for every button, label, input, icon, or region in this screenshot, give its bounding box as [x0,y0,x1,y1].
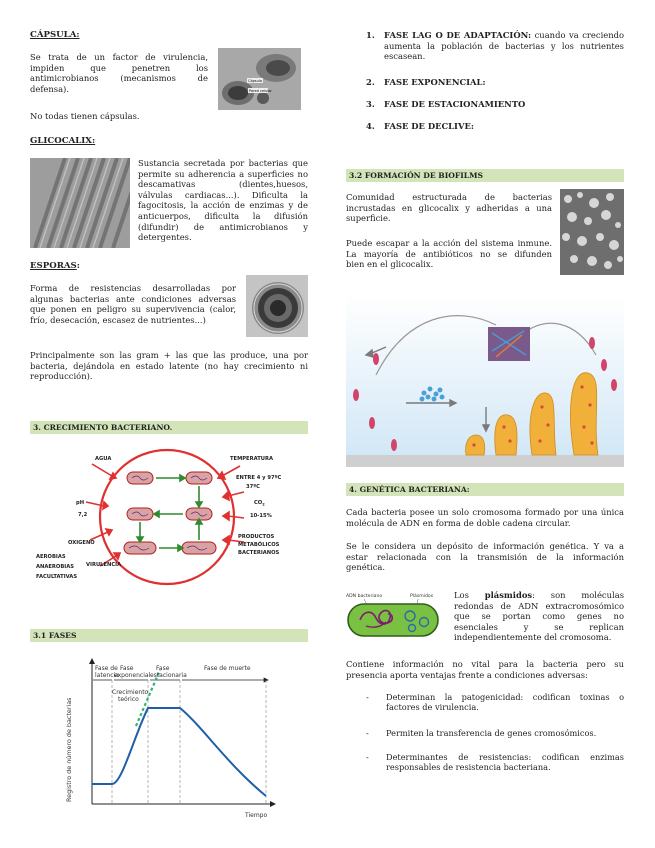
glycocalyx-micrograph [30,158,130,248]
glicocalix-heading: GLICOCALIX: [30,136,96,146]
aerobias-label: AEROBIAS [36,554,66,560]
phase-latency-label-2: latencia [95,672,119,679]
biofilms-bar: 3.2 FORMACIÓN DE BIOFILMS [346,169,624,182]
bacterial-dna-label: ADN bacteriano [346,594,383,599]
crecimiento-bar: 3. CRECIMIENTO BACTERIANO. [30,421,308,434]
phase-list-item-1: 1. FASE LAG O DE ADAPTACIÓN: cuando va creciendo aumenta la población de bacterias y los nutrientes escasean. [366,30,625,62]
ph-label: pH [76,500,85,506]
genetica-bar: 4. GENÉTICA BACTERIANA: [346,483,624,496]
growth-curve-chart [52,656,288,822]
theoretical-growth-label-1: Crecimiento [112,689,149,696]
genetica-para-1: Cada bacteria posee un solo cromosoma formado por una única molécula de ADN en forma de doble cadena circular. [346,507,624,528]
productos-label-2: METABÓLICOS [238,542,280,548]
capsula-text: Se trata de un factor de virulencia, impiden que penetren los antimicrobianos (mecanismos de defensa). [30,52,208,94]
facultativas-label: FACULTATIVAS [36,574,78,580]
esporas-text: Forma de resistencias desarrolladas por algunas bacterias ante condiciones adversas que ponen en peligro su supervivencia (calor, frío, desecación, escasez de nutrientes...) [30,283,236,325]
co2-label: $CO_2$ [254,500,265,507]
theoretical-growth-label-2: teórico [118,696,139,703]
phase-stationary-label-2: estacionaria [150,672,187,679]
phase-latency-label-1: Fase de [95,665,118,672]
x-axis-label: Tiempo [245,812,268,819]
biofilm-formation-illustration [346,295,624,467]
phase-stationary-label-1: Fase [156,665,170,672]
esporas-text-2: Principalmente son las gram + las que las produce, una por bacteria, dejándola en estado latente (no hay crecimiento ni reproducción). [30,350,308,382]
oxigeno-label: OXIGENO [68,540,95,546]
biofilms-text-2: Puede escapar a la acción del sistema inmune. La mayoría de antibióticos no se difunden bien en el glicocalix. [346,238,552,270]
ph-value: 7,2 [78,512,88,518]
genetica-para-2: Se le considera un depósito de información genética. Y va a estar relacionada con la transmisión de la información genética. [346,541,624,573]
productos-label-1: PRODUCTOS [238,534,275,540]
bullet-resistencias: - Determinantes de resistencias: codifican enzimas responsables de resistencia bacteriana. [366,752,624,773]
capsula-heading: CÁPSULA: [30,30,80,40]
anaerobias-label: ANAEROBIAS [36,564,74,570]
phase-exponential-label-2: exponencial [114,672,151,679]
phase-exponential-label-1: Fase [120,665,134,672]
esporas-heading: ESPORAS: [30,261,80,271]
capsula-note: No todas tienen cápsulas. [30,111,140,121]
y-axis-label: Registro de número de bacterias [65,697,73,802]
productos-label-3: BACTERIANOS [238,550,280,556]
co2-value: 10-15% [250,513,272,519]
genetica-para-4: Contiene información no vital para la bacteria pero su presencia aporta ventajas frente a condiciones adversas: [346,659,624,680]
temperatura-optimal: 37ºC [246,484,260,490]
temperatura-label: TEMPERATURA [230,456,273,462]
virulencia-label: VIRULENCIA [86,562,122,568]
spore-micrograph [246,275,308,337]
fases-bar: 3.1 FASES [30,629,308,642]
biofilms-text: Comunidad estructurada de bacterias incrustadas en glicocalix y adheridas a una superficie. [346,192,552,224]
plasmidos-text: Los plásmidos: son moléculas redondas de ADN extracromosómico que se portan como genes no esenciales y se replican independientemente del cromosoma. [454,590,624,643]
biofilm-micrograph [560,189,624,275]
phase-death-label: Fase de muerte [204,665,251,672]
cell-wall-label: Pared celular [249,89,272,93]
plasmids-label: Plásmidos [410,594,434,599]
capsule-micrograph [218,48,301,110]
agua-label: AGUA [95,456,112,462]
glicocalix-text: Sustancia secretada por bacterias que permite su adherencia a superficies no descamativas (dientes,huesos, válvulas cardiacas...). Dificulta la fagocitosis, la acción de enzimas y de anticuerpos, dificulta la difusión (difundir) de antimicrobianos y detergentes. [138,158,308,243]
plasmid-diagram [346,590,442,640]
temperatura-range: ENTRE 4 y 97ºC [236,475,282,481]
capsule-label: Cápsula [248,79,262,83]
bullet-patogenicidad: - Determinan la patogenicidad: codifican toxinas o factores de virulencia. [366,692,624,713]
growth-factors-diagram [30,444,308,592]
